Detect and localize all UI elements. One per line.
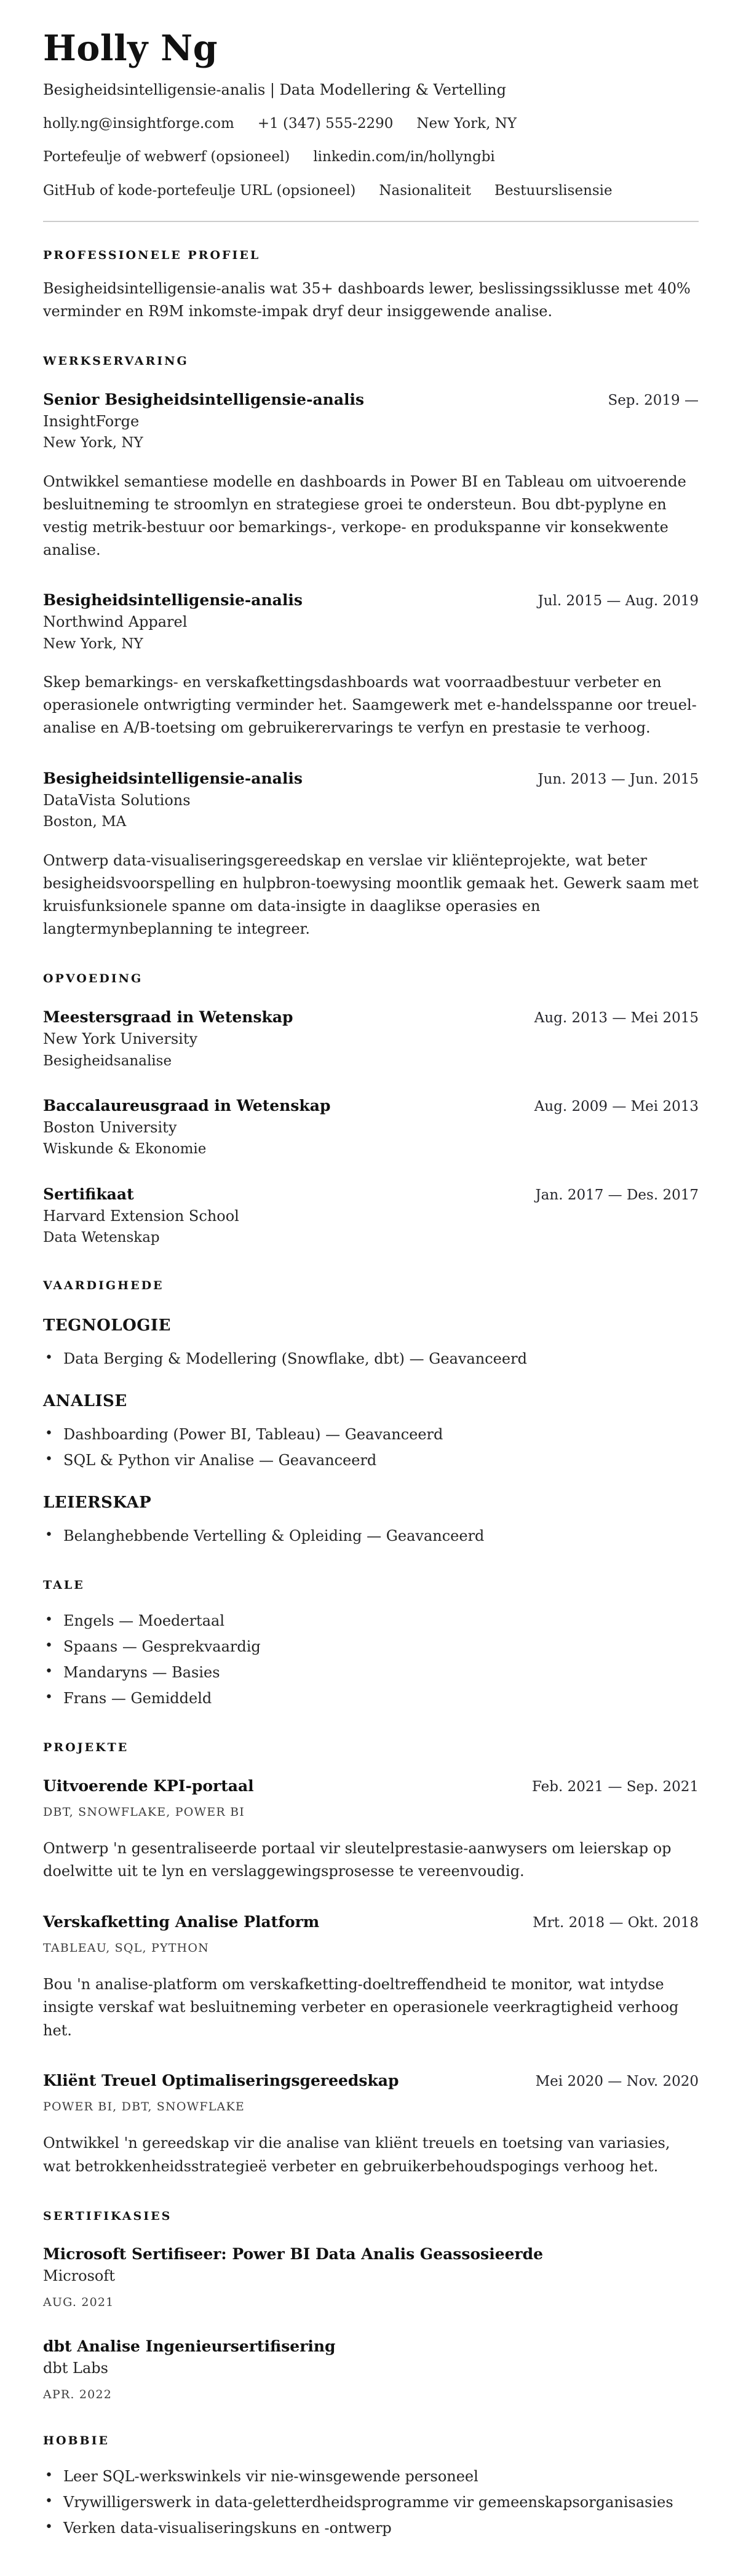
education-entry <box>43 1007 699 1071</box>
project-title: Kliënt Treuel Optimaliseringsgereedskap <box>43 2071 399 2089</box>
skill-item: • SQL & Python vir Analise — Geavanceerd <box>43 1449 699 1471</box>
project-entry-head <box>43 1912 699 1933</box>
hobby-item: • Verken data-visualiseringskuns en -ontwerp <box>43 2517 699 2539</box>
job-entry <box>43 590 699 739</box>
job-title: Senior Besigheidsintelligensie-analis <box>43 390 365 408</box>
education-school: Boston University <box>43 1118 177 1136</box>
experience-heading: WERKSERVARING <box>43 354 189 368</box>
project-tags: TABLEAU, SQL, PYTHON <box>43 1941 209 1955</box>
certification-name: Microsoft Sertifiseer: Power BI Data Analis Geassosieerde <box>43 2245 544 2264</box>
contact-row-1 <box>43 113 699 135</box>
education-degree: Sertifikaat <box>43 1185 134 1203</box>
skill-list <box>43 1348 699 1370</box>
contact-license: Bestuurslisensie <box>494 182 613 199</box>
education-entry <box>43 1184 699 1248</box>
hobby-list <box>43 2465 699 2539</box>
certification-issuer: Microsoft <box>43 2267 115 2285</box>
project-entry-head <box>43 1776 699 1797</box>
section-hobbies <box>43 2433 699 2539</box>
education-entry <box>43 1095 699 1159</box>
project-title: Verskafketting Analise Platform <box>43 1912 320 1931</box>
certification-entry <box>43 2244 699 2310</box>
education-dates: Aug. 2013 — Mei 2015 <box>534 1009 699 1026</box>
language-item: • Spaans — Gesprekvaardig <box>43 1636 699 1658</box>
languages-heading: TALE <box>43 1578 85 1592</box>
contact-phone: +1 (347) 555-2290 <box>257 115 394 132</box>
profile-heading: PROFESSIONELE PROFIEL <box>43 248 261 263</box>
education-field: Besigheidsanalise <box>43 1052 172 1069</box>
skills-heading: VAARDIGHEDE <box>43 1279 164 1293</box>
job-description: Ontwikkel semantiese modelle en dashboards in Power BI en Tableau om uitvoerende besluitneming te stroomlyn en strategiese groei te ondersteun. Bou dbt-pyplyne en vestig metrik-bestuur oor bemarkings-, verkope- en produkspanne vir konsekwente analise. <box>43 472 686 559</box>
contact-row-3 <box>43 180 699 202</box>
language-item: • Frans — Gemiddeld <box>43 1687 699 1709</box>
education-field: Data Wetenskap <box>43 1230 160 1246</box>
job-location: New York, NY <box>43 435 143 451</box>
language-item: • Engels — Moedertaal <box>43 1610 699 1632</box>
education-dates: Aug. 2009 — Mei 2013 <box>534 1098 699 1115</box>
project-dates: Feb. 2021 — Sep. 2021 <box>531 1778 699 1795</box>
candidate-name: Holly Ng <box>43 28 218 69</box>
contact-row-2 <box>43 146 699 168</box>
education-heading: OPVOEDING <box>43 972 143 986</box>
hobby-item: • Vrywilligerswerk in data-geletterdheidsprogramme vir gemeenskapsorganisasies <box>43 2491 699 2513</box>
section-experience <box>43 354 699 940</box>
certification-entry <box>43 2336 699 2403</box>
skill-group-title: TEGNOLOGIE <box>43 1316 171 1335</box>
project-tags: POWER BI, DBT, SNOWFLAKE <box>43 2099 245 2113</box>
job-entry-head <box>43 590 699 611</box>
section-certifications <box>43 2209 699 2403</box>
job-entry <box>43 768 699 941</box>
project-dates: Mei 2020 — Nov. 2020 <box>535 2073 699 2089</box>
project-description: Bou 'n analise-platform om verskafketting-doeltreffendheid te monitor, wat intydse insigte verskaf wat besluitneming verbeter en operasionele veerkragtigheid verhoog het. <box>43 1976 679 2039</box>
section-projects <box>43 1740 699 2178</box>
contact-nationality: Nasionaliteit <box>379 182 471 199</box>
job-entry-head <box>43 768 699 789</box>
job-title: Besigheidsintelligensie-analis <box>43 591 303 610</box>
education-school: New York University <box>43 1030 198 1047</box>
certification-date: AUG. 2021 <box>43 2295 114 2309</box>
profile-text: Besigheidsintelligensie-analis wat 35+ dashboards lewer, beslissingssiklusse met 40% verminder en R9M inkomste-impak dryf deur insiggewende analise. <box>43 279 691 320</box>
candidate-headline: Besigheidsintelligensie-analis | Data Modellering & Vertelling <box>43 81 506 98</box>
job-entry-head <box>43 389 699 410</box>
project-description: Ontwikkel 'n gereedskap vir die analise van kliënt treuels en toetsing van variasies, wat betrokkenheidsstrategieë verbeter en gebruikerbehoudspogings verhoog het. <box>43 2134 670 2175</box>
project-description: Ontwerp 'n gesentraliseerde portaal vir sleutelprestasie-aanwysers om leierskap op doelwitte uit te lyn en verslaggewingsprosesse te vereenvoudig. <box>43 1840 672 1880</box>
job-dates: Sep. 2019 — <box>608 392 699 408</box>
header-divider <box>43 221 699 222</box>
project-dates: Mrt. 2018 — Okt. 2018 <box>533 1914 699 1931</box>
skill-group-title: LEIERSKAP <box>43 1493 152 1513</box>
certification-issuer: dbt Labs <box>43 2359 108 2377</box>
job-company: DataVista Solutions <box>43 791 191 809</box>
education-entry-head <box>43 1007 699 1028</box>
project-title: Uitvoerende KPI-portaal <box>43 1776 254 1795</box>
job-dates: Jul. 2015 — Aug. 2019 <box>538 593 699 610</box>
project-entry-head <box>43 2070 699 2091</box>
education-degree: Baccalaureusgraad in Wetenskap <box>43 1096 331 1115</box>
section-education <box>43 971 699 1247</box>
section-profile <box>43 248 699 323</box>
skill-item: • Belanghebbende Vertelling & Opleiding — Geavanceerd <box>43 1525 699 1547</box>
language-item: • Mandaryns — Basies <box>43 1661 699 1684</box>
job-entry <box>43 389 699 562</box>
job-dates: Jun. 2013 — Jun. 2015 <box>538 771 699 787</box>
section-languages <box>43 1578 699 1709</box>
education-entry-head <box>43 1095 699 1116</box>
project-entry <box>43 1912 699 2042</box>
skill-list <box>43 1423 699 1471</box>
resume-header <box>43 28 699 222</box>
job-description: Ontwerp data-visualiseringsgereedskap en verslae vir kliënteprojekte, wat beter besigheidsvoorspelling en hulpbron-toewysing moontlik gemaak het. Gewerk saam met kruisfunksionele spanne om data-insigte in daaglikse operasies en langtermynbeplanning te integreer. <box>43 851 699 938</box>
skill-group-title: ANALISE <box>43 1392 127 1411</box>
job-location: New York, NY <box>43 635 143 652</box>
skill-list <box>43 1525 699 1547</box>
project-entry <box>43 1776 699 1883</box>
job-location: Boston, MA <box>43 814 127 830</box>
hobbies-heading: HOBBIE <box>43 2434 109 2448</box>
education-degree: Meestersgraad in Wetenskap <box>43 1008 293 1026</box>
certification-name: dbt Analise Ingenieursertifisering <box>43 2337 336 2356</box>
job-title: Besigheidsintelligensie-analis <box>43 769 303 787</box>
contact-location: New York, NY <box>416 115 517 132</box>
language-list <box>43 1610 699 1709</box>
certification-date: APR. 2022 <box>43 2387 113 2401</box>
projects-heading: PROJEKTE <box>43 1740 129 1754</box>
job-company: InsightForge <box>43 412 140 430</box>
skill-item: • Data Berging & Modellering (Snowflake, dbt) — Geavanceerd <box>43 1348 699 1370</box>
education-school: Harvard Extension School <box>43 1207 239 1225</box>
certifications-heading: SERTIFIKASIES <box>43 2209 172 2223</box>
contact-github: GitHub of kode-portefeulje URL (opsioneel) <box>43 182 356 199</box>
education-entry-head <box>43 1184 699 1205</box>
skill-item: • Dashboarding (Power BI, Tableau) — Geavanceerd <box>43 1423 699 1445</box>
section-skills <box>43 1278 699 1547</box>
education-dates: Jan. 2017 — Des. 2017 <box>535 1187 699 1203</box>
education-field: Wiskunde & Ekonomie <box>43 1141 207 1158</box>
project-entry <box>43 2070 699 2178</box>
contact-email: holly.ng@insightforge.com <box>43 115 234 132</box>
project-tags: DBT, SNOWFLAKE, POWER BI <box>43 1805 245 1819</box>
hobby-item: • Leer SQL-werkswinkels vir nie-winsgewende personeel <box>43 2465 699 2487</box>
job-company: Northwind Apparel <box>43 613 188 631</box>
contact-portfolio: Portefeulje of webwerf (opsioneel) <box>43 149 290 165</box>
contact-linkedin: linkedin.com/in/hollyngbi <box>313 149 495 165</box>
job-description: Skep bemarkings- en verskafkettingsdashboards wat voorraadbestuur verbeter en operasionele ontwrigting verminder het. Saamgewerk met e-handelsspanne oor treuel-analise en A/B-toetsing om gebruikerervarings te verfyn en prestasie te verhoog. <box>43 674 697 737</box>
